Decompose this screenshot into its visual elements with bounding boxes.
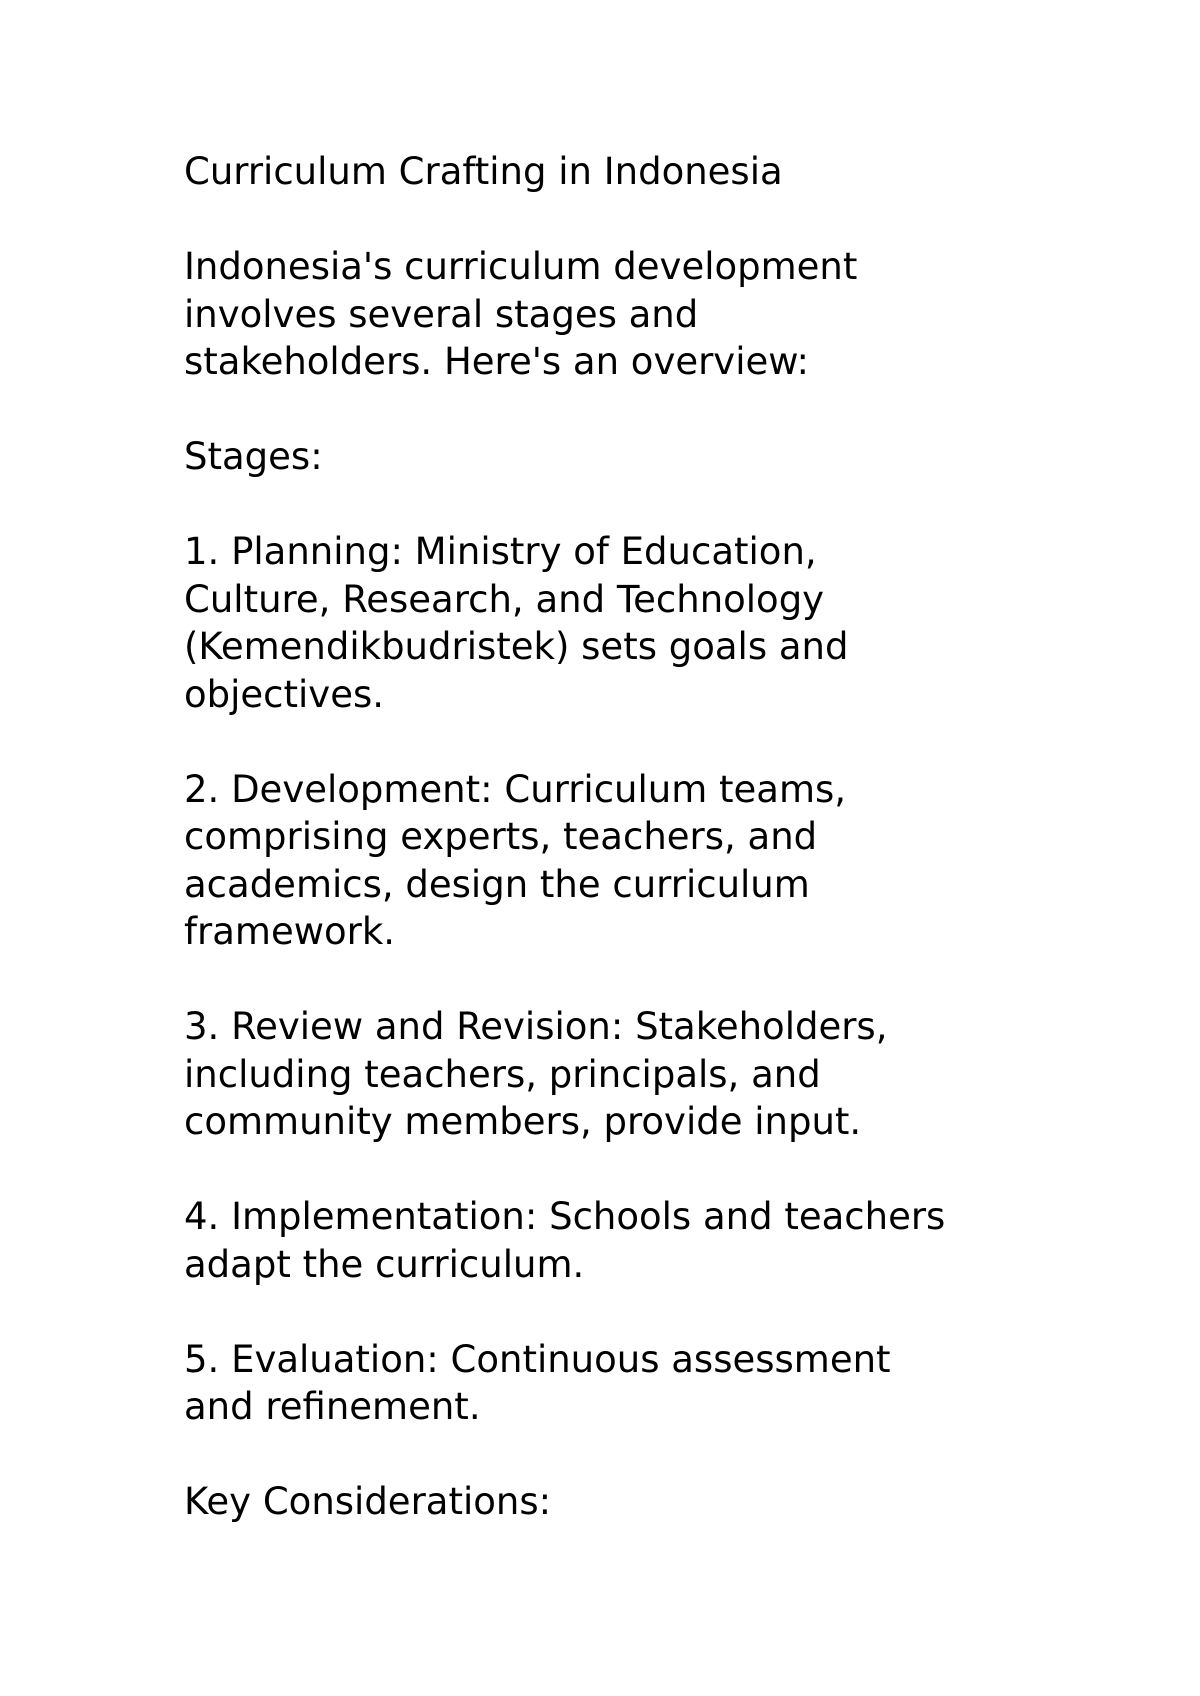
stage-line: 4. Implementation: Schools and teachers: [184, 1195, 946, 1238]
intro-line: stakeholders. Here's an overview:: [184, 340, 809, 383]
stage-item-development: [184, 766, 1064, 956]
stage-line: 2. Development: Curriculum teams,: [184, 767, 847, 811]
intro-paragraph: [184, 243, 1064, 386]
title-text: Curriculum Crafting in Indonesia: [184, 150, 783, 193]
stage-line: (Kemendikbudristek) sets goals and: [184, 625, 849, 668]
document-title: [184, 148, 1064, 196]
stage-line: adapt the curriculum.: [184, 1242, 585, 1286]
document-body: [184, 148, 1064, 1573]
stage-line: framework.: [184, 910, 396, 953]
intro-line: Indonesia's curriculum development: [184, 245, 858, 288]
stage-line: objectives.: [184, 672, 384, 716]
stage-item-implementation: [184, 1193, 1064, 1288]
considerations-heading-text: Key Considerations:: [184, 1480, 552, 1523]
intro-line: involves several stages and: [184, 292, 699, 336]
stage-item-planning: [184, 528, 1064, 718]
stage-item-review: [184, 1003, 1064, 1146]
stage-line: community members, provide input.: [184, 1100, 862, 1143]
stage-line: and refinement.: [184, 1385, 481, 1428]
considerations-heading: [184, 1478, 1064, 1526]
stage-line: Culture, Research, and Technology: [184, 577, 825, 621]
stage-line: 3. Review and Revision: Stakeholders,: [184, 1005, 888, 1048]
stage-line: academics, design the curriculum: [184, 862, 810, 906]
stage-line: 1. Planning: Ministry of Education,: [184, 530, 817, 573]
stage-line: including teachers, principals, and: [184, 1052, 821, 1096]
stage-item-evaluation: [184, 1336, 1064, 1431]
stage-line: comprising experts, teachers, and: [184, 815, 818, 858]
stage-line: 5. Evaluation: Continuous assessment: [184, 1337, 891, 1381]
stages-heading: [184, 433, 1064, 481]
stages-heading-text: Stages:: [184, 435, 323, 478]
